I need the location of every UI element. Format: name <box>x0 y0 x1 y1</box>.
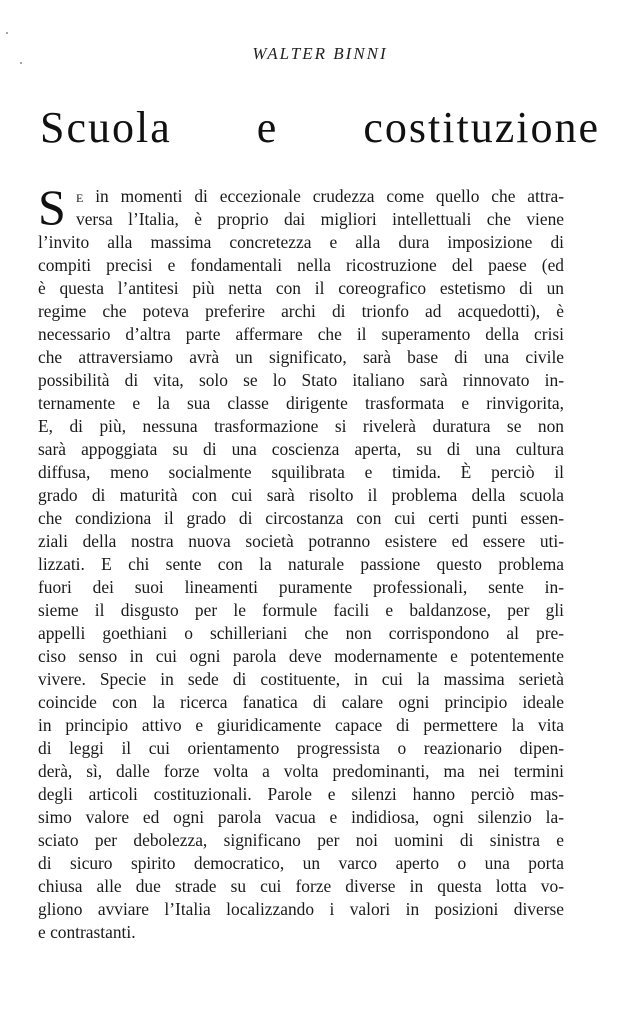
text-line: derà, sì, dalle forze volta a volta predominanti, ma nei termini <box>38 761 564 781</box>
text-line: chiusa alle due strade su cui forze diverse in questa lotta vo- <box>38 876 564 896</box>
paper-speck <box>20 62 22 64</box>
text-line: fuori dei suoi lineamenti puramente professionali, sente in- <box>38 577 564 597</box>
text-line: degli articoli costituzionali. Parole e silenzi hanno perciò mas- <box>38 784 564 804</box>
first-word-rest: e <box>76 186 96 206</box>
text-line: ciso senso in cui ogni parola deve modernamente e potentemente <box>38 646 564 666</box>
text-line: e contrastanti. <box>38 922 136 942</box>
text-line: è questa l’antitesi più netta con il coreografico estetismo di un <box>38 278 564 298</box>
article-body <box>38 179 564 944</box>
text-line-content: in momenti di eccezionale crudezza come quello che attra- <box>95 186 564 206</box>
author-name: WALTER BINNI <box>252 44 388 63</box>
text-line: ternamente e la sua classe dirigente trasformata e rinvigorita, <box>38 393 564 413</box>
article-title: Scuola e costituzione <box>40 103 600 152</box>
text-line: E, di più, nessuna trasformazione si rivelerà duratura se non <box>38 416 564 436</box>
text-line: sarà appoggiata su di una coscienza aperta, su di una cultura <box>38 439 564 459</box>
text-line: versa l’Italia, è proprio dai migliori intellettuali che viene <box>76 209 564 229</box>
drop-cap: S <box>38 179 66 235</box>
text-line: sieme il disgusto per le formule facili e baldanzose, per gli <box>38 600 564 620</box>
text-line: sciato per debolezza, significano per noi uomini di sinistra e <box>38 830 564 850</box>
text-line: di leggi il cui orientamento progressista o reazionario dipen- <box>38 738 564 758</box>
text-line: simo valore ed ogni parola vacua e indidiosa, ogni silenzio la- <box>38 807 564 827</box>
text-line: vivere. Specie in sede di costituente, in cui la massima serietà <box>38 669 564 689</box>
text-line: grado di maturità con cui sarà risolto il problema della scuola <box>38 485 564 505</box>
text-line: diffusa, meno socialmente squilibrata e timida. È perciò il <box>38 462 564 482</box>
text-line: coincide con la ricerca fanatica di calare ogni principio ideale <box>38 692 564 712</box>
text-line: lizzati. E chi sente con la naturale passione questo problema <box>38 554 564 574</box>
text-line: che condiziona il grado di circostanza con cui certi punti essen- <box>38 508 564 528</box>
text-line: possibilità di vita, solo se lo Stato italiano sarà rinnovato in- <box>38 370 564 390</box>
text-line: compiti precisi e fondamentali nella ricostruzione del paese (ed <box>38 255 564 275</box>
text-line: in principio attivo e giuridicamente capace di permettere la vita <box>38 715 564 735</box>
text-line: appelli goethiani o schilleriani che non corrispondono al pre- <box>38 623 564 643</box>
text-line: di sicuro spirito democratico, un varco aperto o una porta <box>38 853 564 873</box>
text-line: necessario d’altra parte affermare che il superamento della crisi <box>38 324 564 344</box>
paper-speck <box>6 32 8 34</box>
text-line: gliono avviare l’Italia localizzando i valori in posizioni diverse <box>38 899 564 919</box>
text-line: che attraversiamo avrà un significato, sarà base di una civile <box>38 347 564 367</box>
text-line: regime che poteva preferire archi di trionfo ad acquedotti), è <box>38 301 564 321</box>
text-line: ziali della nostra nuova società potranno esistere ed essere uti- <box>38 531 564 551</box>
text-line: l’invito alla massima concretezza e alla dura imposizione di <box>38 232 564 252</box>
text-line <box>38 185 564 208</box>
article-lines <box>38 179 564 944</box>
